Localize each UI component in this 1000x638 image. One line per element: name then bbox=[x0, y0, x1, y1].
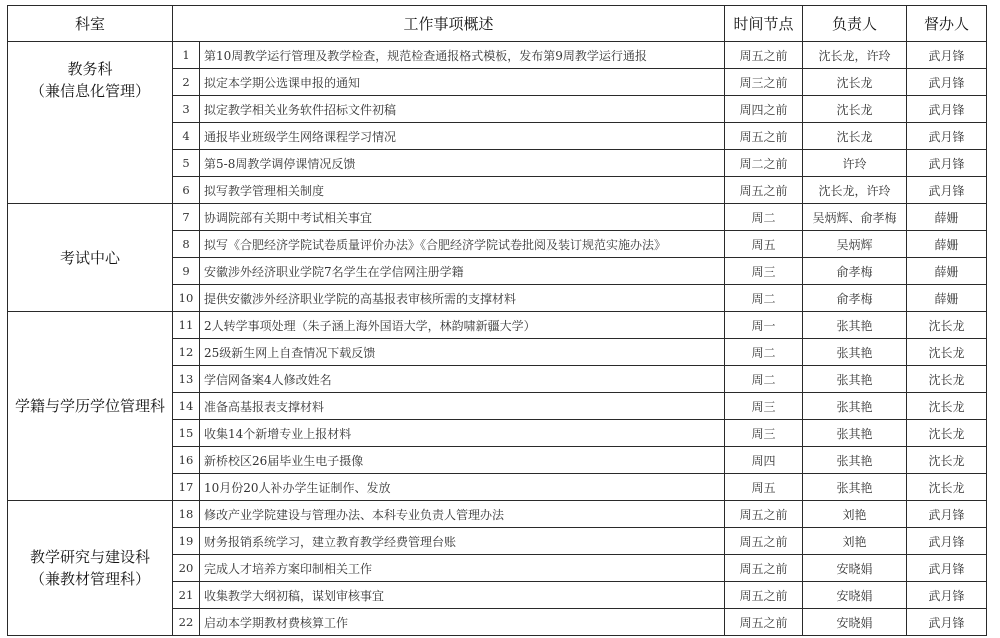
row-number: 3 bbox=[173, 96, 200, 123]
task-description: 协调院部有关期中考试相关事宜 bbox=[200, 204, 725, 231]
row-number: 1 bbox=[173, 42, 200, 69]
row-number: 15 bbox=[173, 420, 200, 447]
owner-cell: 俞孝梅 bbox=[803, 258, 907, 285]
row-number: 10 bbox=[173, 285, 200, 312]
department-cell bbox=[8, 501, 173, 636]
deadline-cell: 周五之前 bbox=[725, 42, 803, 69]
supervisor-cell: 武月锋 bbox=[907, 177, 987, 204]
task-description: 拟写《合肥经济学院试卷质量评价办法》《合肥经济学院试卷批阅及装订规范实施办法》 bbox=[200, 231, 725, 258]
table-row bbox=[8, 312, 987, 339]
deadline-cell: 周二 bbox=[725, 204, 803, 231]
work-task-table bbox=[7, 5, 987, 636]
deadline-cell: 周五之前 bbox=[725, 582, 803, 609]
owner-cell: 张其艳 bbox=[803, 474, 907, 501]
task-description: 2人转学事项处理（朱子涵上海外国语大学，林韵啸新疆大学） bbox=[200, 312, 725, 339]
task-description: 拟定教学相关业务软件招标文件初稿 bbox=[200, 96, 725, 123]
task-description: 新桥校区26届毕业生电子摄像 bbox=[200, 447, 725, 474]
table-row bbox=[8, 204, 987, 231]
deadline-cell: 周三 bbox=[725, 393, 803, 420]
owner-cell: 张其艳 bbox=[803, 420, 907, 447]
owner-cell: 张其艳 bbox=[803, 366, 907, 393]
supervisor-cell: 沈长龙 bbox=[907, 420, 987, 447]
deadline-cell: 周三 bbox=[725, 420, 803, 447]
header-deadline: 时间节点 bbox=[725, 6, 803, 42]
deadline-cell: 周四之前 bbox=[725, 96, 803, 123]
deadline-cell: 周二 bbox=[725, 366, 803, 393]
row-number: 2 bbox=[173, 69, 200, 96]
department-subtitle: （兼教材管理科） bbox=[29, 570, 150, 588]
row-number: 14 bbox=[173, 393, 200, 420]
row-number: 4 bbox=[173, 123, 200, 150]
task-description: 学信网备案4人修改姓名 bbox=[200, 366, 725, 393]
row-number: 11 bbox=[173, 312, 200, 339]
department-name: 考试中心 bbox=[59, 248, 120, 267]
supervisor-cell: 薛姗 bbox=[907, 231, 987, 258]
supervisor-cell: 沈长龙 bbox=[907, 393, 987, 420]
supervisor-cell: 沈长龙 bbox=[907, 312, 987, 339]
deadline-cell: 周一 bbox=[725, 312, 803, 339]
owner-cell: 沈长龙 bbox=[803, 69, 907, 96]
row-number: 13 bbox=[173, 366, 200, 393]
supervisor-cell: 薛姗 bbox=[907, 258, 987, 285]
owner-cell: 张其艳 bbox=[803, 339, 907, 366]
deadline-cell: 周五 bbox=[725, 231, 803, 258]
supervisor-cell: 武月锋 bbox=[907, 609, 987, 636]
row-number: 20 bbox=[173, 555, 200, 582]
deadline-cell: 周五之前 bbox=[725, 123, 803, 150]
task-description: 拟写教学管理相关制度 bbox=[200, 177, 725, 204]
task-description: 拟定本学期公选课申报的通知 bbox=[200, 69, 725, 96]
row-number: 7 bbox=[173, 204, 200, 231]
owner-cell: 吴炳辉、俞孝梅 bbox=[803, 204, 907, 231]
supervisor-cell: 武月锋 bbox=[907, 582, 987, 609]
header-supervisor: 督办人 bbox=[907, 6, 987, 42]
department-name: 学籍与学历学位管理科 bbox=[14, 397, 165, 415]
department-name: 教务科 bbox=[67, 60, 113, 78]
supervisor-cell: 武月锋 bbox=[907, 42, 987, 69]
task-description: 第5-8周教学调停课情况反馈 bbox=[200, 150, 725, 177]
supervisor-cell: 薛姗 bbox=[907, 204, 987, 231]
deadline-cell: 周五之前 bbox=[725, 501, 803, 528]
owner-cell: 刘艳 bbox=[803, 528, 907, 555]
supervisor-cell: 武月锋 bbox=[907, 501, 987, 528]
task-description: 安徽涉外经济职业学院7名学生在学信网注册学籍 bbox=[200, 258, 725, 285]
owner-cell: 沈长龙，许玲 bbox=[803, 177, 907, 204]
row-number: 17 bbox=[173, 474, 200, 501]
owner-cell: 吴炳辉 bbox=[803, 231, 907, 258]
owner-cell: 安晓娟 bbox=[803, 609, 907, 636]
deadline-cell: 周二 bbox=[725, 339, 803, 366]
header-owner: 负责人 bbox=[803, 6, 907, 42]
department-name: 教学研究与建设科 bbox=[29, 548, 150, 566]
supervisor-cell: 武月锋 bbox=[907, 96, 987, 123]
deadline-cell: 周二 bbox=[725, 285, 803, 312]
supervisor-cell: 武月锋 bbox=[907, 123, 987, 150]
row-number: 21 bbox=[173, 582, 200, 609]
owner-cell: 俞孝梅 bbox=[803, 285, 907, 312]
deadline-cell: 周五 bbox=[725, 474, 803, 501]
supervisor-cell: 沈长龙 bbox=[907, 366, 987, 393]
task-description: 通报毕业班级学生网络课程学习情况 bbox=[200, 123, 725, 150]
supervisor-cell: 武月锋 bbox=[907, 528, 987, 555]
owner-cell: 张其艳 bbox=[803, 312, 907, 339]
deadline-cell: 周五之前 bbox=[725, 528, 803, 555]
owner-cell: 沈长龙，许玲 bbox=[803, 42, 907, 69]
row-number: 16 bbox=[173, 447, 200, 474]
deadline-cell: 周五之前 bbox=[725, 555, 803, 582]
department-cell bbox=[8, 42, 173, 204]
row-number: 18 bbox=[173, 501, 200, 528]
owner-cell: 沈长龙 bbox=[803, 123, 907, 150]
deadline-cell: 周三 bbox=[725, 258, 803, 285]
task-description: 提供安徽涉外经济职业学院的高基报表审核所需的支撑材料 bbox=[200, 285, 725, 312]
department-subtitle: （兼信息化管理） bbox=[29, 82, 150, 100]
row-number: 8 bbox=[173, 231, 200, 258]
owner-cell: 沈长龙 bbox=[803, 96, 907, 123]
task-description: 收集14个新增专业上报材料 bbox=[200, 420, 725, 447]
row-number: 6 bbox=[173, 177, 200, 204]
owner-cell: 许玲 bbox=[803, 150, 907, 177]
header-department: 科室 bbox=[8, 6, 173, 42]
task-description: 10月份20人补办学生证制作、发放 bbox=[200, 474, 725, 501]
deadline-cell: 周三之前 bbox=[725, 69, 803, 96]
task-description: 完成人才培养方案印制相关工作 bbox=[200, 555, 725, 582]
supervisor-cell: 武月锋 bbox=[907, 69, 987, 96]
owner-cell: 刘艳 bbox=[803, 501, 907, 528]
task-description: 修改产业学院建设与管理办法、本科专业负责人管理办法 bbox=[200, 501, 725, 528]
supervisor-cell: 薛姗 bbox=[907, 285, 987, 312]
task-description: 收集教学大纲初稿，谋划审核事宜 bbox=[200, 582, 725, 609]
department-cell bbox=[8, 204, 173, 312]
task-description: 财务报销系统学习，建立教育教学经费管理台账 bbox=[200, 528, 725, 555]
header-description: 工作事项概述 bbox=[173, 6, 725, 42]
supervisor-cell: 沈长龙 bbox=[907, 474, 987, 501]
deadline-cell: 周二之前 bbox=[725, 150, 803, 177]
row-number: 12 bbox=[173, 339, 200, 366]
header-row bbox=[8, 6, 987, 42]
owner-cell: 张其艳 bbox=[803, 393, 907, 420]
supervisor-cell: 武月锋 bbox=[907, 555, 987, 582]
row-number: 19 bbox=[173, 528, 200, 555]
row-number: 5 bbox=[173, 150, 200, 177]
owner-cell: 张其艳 bbox=[803, 447, 907, 474]
task-description: 启动本学期教材费核算工作 bbox=[200, 609, 725, 636]
supervisor-cell: 武月锋 bbox=[907, 150, 987, 177]
deadline-cell: 周五之前 bbox=[725, 177, 803, 204]
department-cell bbox=[8, 312, 173, 501]
owner-cell: 安晓娟 bbox=[803, 582, 907, 609]
task-description: 第10周教学运行管理及教学检查，规范检查通报格式模板，发布第9周教学运行通报 bbox=[200, 42, 725, 69]
table-row bbox=[8, 501, 987, 528]
row-number: 9 bbox=[173, 258, 200, 285]
deadline-cell: 周四 bbox=[725, 447, 803, 474]
task-description: 25级新生网上自查情况下载反馈 bbox=[200, 339, 725, 366]
task-description: 准备高基报表支撑材料 bbox=[200, 393, 725, 420]
deadline-cell: 周五之前 bbox=[725, 609, 803, 636]
row-number: 22 bbox=[173, 609, 200, 636]
owner-cell: 安晓娟 bbox=[803, 555, 907, 582]
supervisor-cell: 沈长龙 bbox=[907, 447, 987, 474]
table-row bbox=[8, 42, 987, 69]
supervisor-cell: 沈长龙 bbox=[907, 339, 987, 366]
